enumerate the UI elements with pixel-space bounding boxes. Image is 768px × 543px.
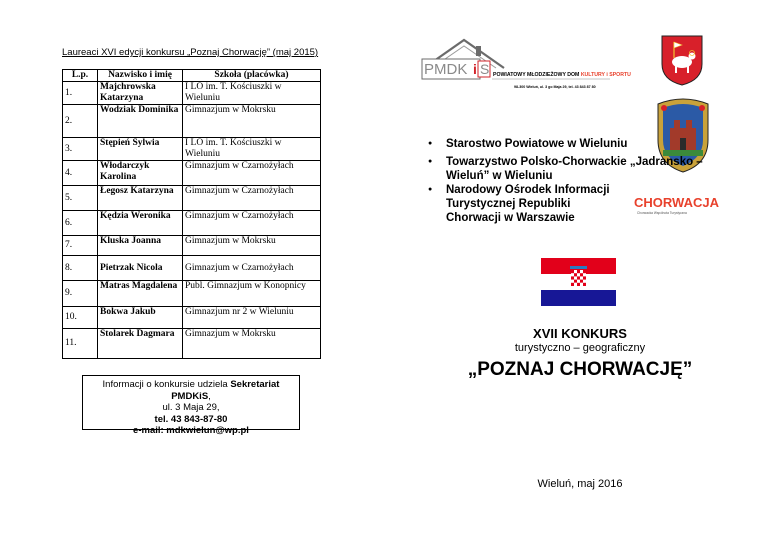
table-header-row [63, 70, 321, 82]
table-row [63, 138, 321, 161]
row-school: Gimnazjum w Czarnożyłach [183, 256, 321, 281]
row-school: Gimnazjum w Czarnożyłach [183, 161, 321, 186]
chorwacja-logo [634, 193, 719, 215]
row-school: Publ. Gimnazjum w Konopnicy [183, 281, 321, 307]
row-school: I LO im. T. Kościuszki w Wieluniu [183, 138, 321, 161]
row-lp: 6. [63, 211, 98, 236]
row-lp: 8. [63, 256, 98, 281]
row-name: Matras Magdalena [98, 281, 183, 307]
coat-of-arms-lamb-icon [660, 34, 704, 86]
row-lp: 11. [63, 329, 98, 359]
row-name: Kędzia Weronika [98, 211, 183, 236]
row-lp: 2. [63, 105, 98, 138]
house-roof-icon [420, 36, 631, 92]
row-lp: 10. [63, 307, 98, 329]
laureates-table [62, 69, 321, 359]
row-school: I LO im. T. Kościuszki w Wieluniu [183, 82, 321, 105]
table-row [63, 105, 321, 138]
logo-i-letter: i [473, 61, 477, 77]
row-name: Stolarek Dagmara [98, 329, 183, 359]
row-lp: 7. [63, 236, 98, 256]
table-row [63, 211, 321, 236]
header-name: Nazwisko i imię [98, 70, 183, 82]
header-school: Szkoła (placówka) [183, 70, 321, 82]
table-row [63, 256, 321, 281]
row-name: Wodziak Dominika [98, 105, 183, 138]
row-school: Gimnazjum w Czarnożyłach [183, 211, 321, 236]
row-school: Gimnazjum w Mokrsku [183, 236, 321, 256]
chorwacja-text: CHORWACJA [634, 195, 719, 210]
row-name: Pietrzak Nicola [98, 256, 183, 281]
organizer-item: ● Towarzystwo Polsko-Chorwackie „Jadransko – Wieluń” w Wieluniu [428, 155, 746, 183]
row-school: Gimnazjum w Mokrsku [183, 329, 321, 359]
row-lp: 9. [63, 281, 98, 307]
row-lp: 4. [63, 161, 98, 186]
info-email: e-mail: mdkwielun@wp.pl [133, 425, 249, 436]
table-row [63, 281, 321, 307]
row-name: Stępień Sylwia [98, 138, 183, 161]
table-row [63, 307, 321, 329]
row-name: Włodarczyk Karolina [98, 161, 183, 186]
info-suffix: , [208, 390, 211, 402]
row-name: Majchrowska Katarzyna [98, 82, 183, 105]
row-name: Kluska Joanna [98, 236, 183, 256]
table-row [63, 161, 321, 186]
laureates-title: Laureaci XVI edycji konkursu „Poznaj Chorwację” (maj 2015) [62, 47, 319, 58]
info-prefix: Informacji o konkursie udziela [102, 379, 231, 390]
row-lp: 1. [63, 82, 98, 105]
logo-banner-orange: KULTURY i SPORTU [580, 72, 631, 78]
contest-title: „POZNAJ CHORWACJĘ” [467, 359, 693, 380]
header-lp: L.p. [63, 70, 98, 82]
logo-pmdk-text: PMDK [424, 61, 468, 78]
row-name: Łegosz Katarzyna [98, 186, 183, 211]
row-name: Bokwa Jakub [98, 307, 183, 329]
table-row [63, 186, 321, 211]
logo-banner-black: POWIATOWY MŁODZIEŻOWY DOM [493, 72, 581, 78]
row-lp: 3. [63, 138, 98, 161]
row-school: Gimnazjum w Czarnożyłach [183, 186, 321, 211]
organizer-item: ● Narodowy Ośrodek Informacji Turystycznej Republiki Chorwacji w Warszawie [428, 183, 626, 225]
contest-number: XVII KONKURS [533, 326, 627, 341]
svg-text:POWIATOWY MŁODZIEŻOWY DOM KULT [493, 71, 631, 78]
contact-info-box [82, 375, 300, 436]
place-date: Wieluń, maj 2016 [537, 478, 623, 490]
row-lp: 5. [63, 186, 98, 211]
contest-subtitle: turystyczno – geograficzny [514, 342, 646, 354]
info-phone: tel. 43 843-87-80 [154, 413, 228, 425]
info-secretariat: Sekretariat PMDKiS [171, 379, 280, 402]
info-address: ul. 3 Maja 29, [162, 402, 220, 413]
pmdkis-logo [420, 36, 631, 92]
logo-s-letter: S [480, 61, 490, 77]
table-row [63, 82, 321, 105]
row-school: Gimnazjum nr 2 w Wieluniu [183, 307, 321, 329]
info-line-1 [83, 379, 299, 402]
organizer-item: ● Starostwo Powiatowe w Wieluniu [428, 137, 746, 151]
table-row [63, 236, 321, 256]
croatian-flag-icon [541, 258, 616, 306]
table-row [63, 329, 321, 359]
chorwacja-tagline: Chorwacka Wspólnota Turystyczna [637, 211, 687, 215]
logo-address: 98-300 Wieluń, ul. 3 go Maja 29, tel. 43 843 87 80 [514, 85, 596, 89]
row-school: Gimnazjum w Mokrsku [183, 105, 321, 138]
